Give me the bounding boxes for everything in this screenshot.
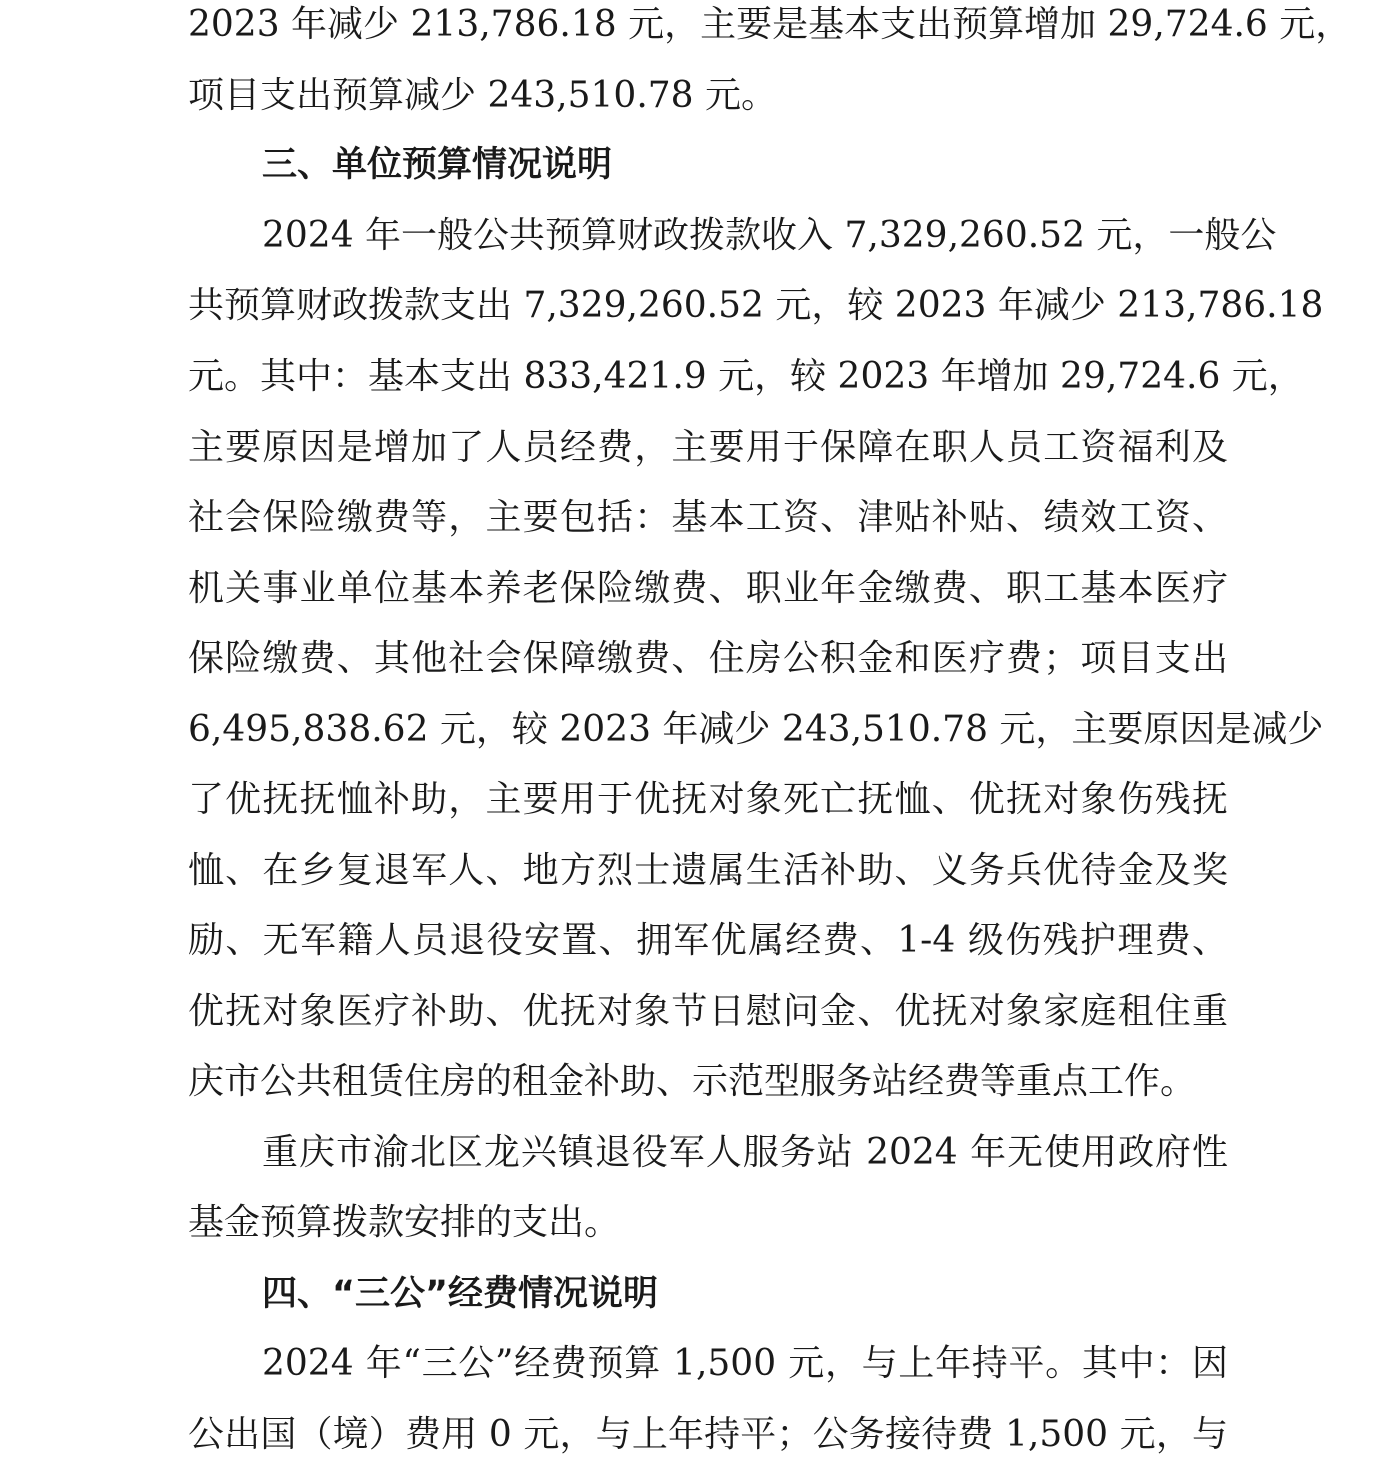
section-3-para1-line: 了优抚抚恤补助，主要用于优抚对象死亡抚恤、优抚对象伤残抚 — [188, 779, 1228, 820]
section-3-para1-line: 机关事业单位基本养老保险缴费、职业年金缴费、职工基本医疗 — [188, 568, 1228, 609]
section-3-heading: 三、单位预算情况说明 — [262, 145, 613, 185]
section-3-para2-line: 重庆市渝北区龙兴镇退役军人服务站 2024 年无使用政府性 — [262, 1132, 1228, 1173]
section-3-para1-line: 恤、在乡复退军人、地方烈士遗属生活补助、义务兵优待金及奖 — [188, 850, 1228, 891]
section-3-para1-line: 元。其中：基本支出 833,421.9 元，较 2023 年增加 29,724.6 元， — [188, 356, 1304, 397]
section-3-para1-line: 6,495,838.62 元，较 2023 年减少 243,510.78 元，主要原因是减少 — [188, 709, 1324, 750]
section-3-para1-line: 2024 年一般公共预算财政拨款收入 7,329,260.52 元，一般公 — [262, 215, 1277, 256]
intro-line-2: 项目支出预算减少 243,510.78 元。 — [188, 75, 778, 116]
section-3-para1-line: 保险缴费、其他社会保障缴费、住房公积金和医疗费；项目支出 — [188, 638, 1228, 679]
section-3-para1-line: 励、无军籍人员退役安置、拥军优属经费、1-4 级伤残护理费、 — [188, 920, 1228, 961]
section-4-heading: 四、“三公”经费情况说明 — [262, 1274, 659, 1314]
section-4-para1-line: 2024 年“三公”经费预算 1,500 元，与上年持平。其中：因 — [262, 1343, 1228, 1384]
section-3-para1-line: 庆市公共租赁住房的租金补助、示范型服务站经费等重点工作。 — [188, 1061, 1197, 1102]
intro-line-1: 2023 年减少 213,786.18 元，主要是基本支出预算增加 29,724.6 元， — [188, 4, 1352, 45]
section-3-para1-line: 优抚对象医疗补助、优抚对象节日慰问金、优抚对象家庭租住重 — [188, 991, 1228, 1032]
section-3-para1-line: 主要原因是增加了人员经费，主要用于保障在职人员工资福利及 — [188, 427, 1228, 468]
section-3-para1-line: 社会保险缴费等，主要包括：基本工资、津贴补贴、绩效工资、 — [188, 497, 1228, 538]
section-4-para1-line: 公出国（境）费用 0 元，与上年持平；公务接待费 1,500 元，与 — [188, 1414, 1228, 1455]
section-3-para1-line: 共预算财政拨款支出 7,329,260.52 元，较 2023 年减少 213,786.18 — [188, 285, 1324, 326]
section-3-para2-line: 基金预算拨款安排的支出。 — [188, 1202, 621, 1243]
